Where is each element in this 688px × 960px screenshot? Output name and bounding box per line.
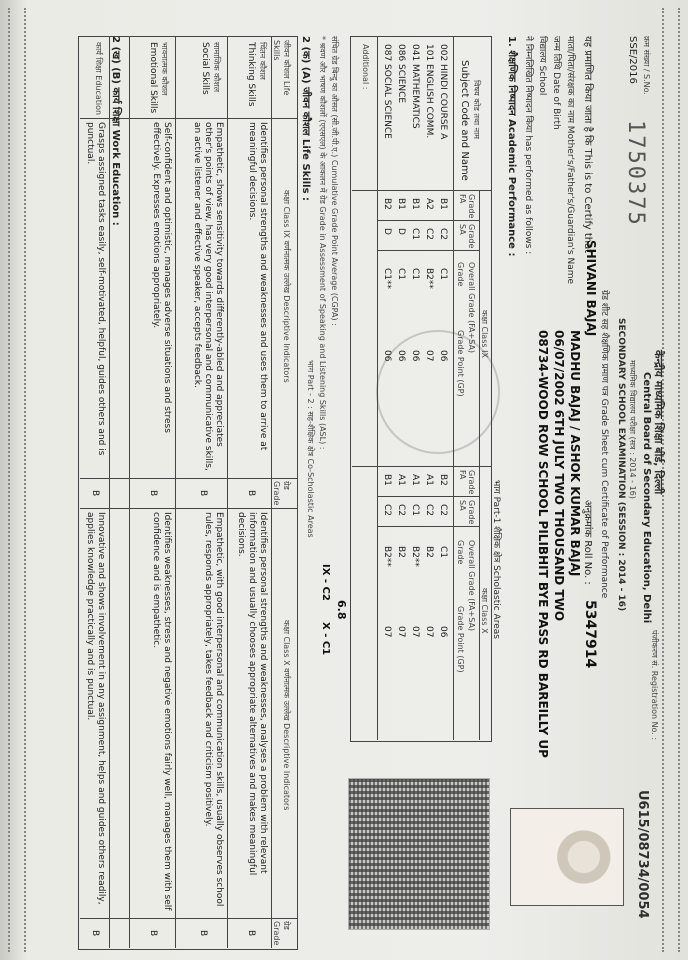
ix-fa-grade: B2 bbox=[382, 198, 392, 210]
x-grade-point: 07 bbox=[424, 626, 434, 638]
ix-fa-grade: A2 bbox=[424, 198, 434, 210]
x-fa-grade: B2 bbox=[438, 474, 448, 486]
work-education-ix-grade: B bbox=[90, 490, 100, 497]
class-x-descriptor: Identifies personal strengths and weaknesses, analyses a problem with relevant information and usually chooses appropriate alternatives and makes meaningful decisions. bbox=[236, 512, 268, 876]
school-label: विद्यालय School bbox=[537, 36, 547, 96]
x-grade-point: 07 bbox=[410, 626, 420, 638]
class-x-grade-header: ग्रेड Grade bbox=[272, 921, 291, 946]
asl-class-ix: IX - C2 bbox=[320, 564, 331, 601]
bottom-decorative-border bbox=[8, 8, 26, 952]
subject-name: 101 ENGLISH COMM. bbox=[424, 44, 434, 139]
ix-sa-grade: C1 bbox=[410, 228, 420, 241]
x-grade-header: Grade bbox=[456, 540, 465, 565]
x-overall-grade: B2 bbox=[396, 546, 406, 558]
work-education-x-grade: B bbox=[90, 930, 100, 937]
x-sa-grade: C2 bbox=[424, 504, 434, 517]
subject-name: 041 MATHEMATICS bbox=[410, 44, 420, 129]
ix-grade-point: 07 bbox=[424, 350, 434, 362]
ix-grade-header: Grade bbox=[456, 262, 465, 287]
class-x-grade: B bbox=[148, 930, 158, 937]
life-skill-hindi: भावनात्मक कौशल bbox=[160, 42, 169, 96]
class-ix-descriptor: Self-confident and optimistic, manages adverse situations and stress effectively. Expresses emotions appropriately. bbox=[151, 122, 172, 433]
life-skill-header: जीवन कौशल Life Skills bbox=[272, 40, 291, 96]
class-x-indicator-header: कक्षा Class X वर्णनात्मक उल्लेख Descriptive Indicators bbox=[282, 620, 291, 811]
work-education-x-descriptor: Innovative and shows involvement in any assignment, helps and guides others readily, applies knowledge practically and is punctual. bbox=[85, 512, 106, 905]
life-skill-name: Social Skills bbox=[200, 42, 210, 95]
x-sa-grade: C2 bbox=[438, 504, 448, 517]
x-gp-header: Grade Point (GP) bbox=[456, 606, 465, 673]
class-ix-grade: B bbox=[246, 490, 256, 497]
ix-gp-header: Grade Point (GP) bbox=[456, 330, 465, 397]
academic-heading: 1. शैक्षणिक निष्पादन Academic Performance : bbox=[506, 36, 517, 257]
ix-grade-point: 06 bbox=[410, 350, 420, 362]
x-overall-grade: B2** bbox=[382, 546, 392, 567]
student-name: SHIVANI BAJAJ bbox=[584, 240, 598, 337]
subject-name: 086 SCIENCE bbox=[396, 44, 406, 104]
work-education-ix-descriptor: Grasps assigned tasks easily, self-motivated, helpful, guides others and is punctual. bbox=[85, 122, 106, 456]
roll-number: 5347914 bbox=[582, 600, 598, 669]
x-overall-grade: B2 bbox=[424, 546, 434, 558]
serial-label: क्रम संख्या / S.No. bbox=[642, 36, 651, 95]
scholastic-part-heading: भाग Part-1 शैक्षिक क्षेत्र Scholastic Areas bbox=[491, 480, 501, 639]
cgpa-label: संचित ग्रेड बिन्दु का औसत (सी.जी.पी.ए.) Cumulative Grade Point Average (CGPA) : bbox=[330, 36, 339, 326]
x-fa-grade: A1 bbox=[396, 474, 406, 486]
exam-name-hindi: माध्यमिक विद्यालय परीक्षा (सत्र : 2014 - 16) bbox=[628, 360, 637, 499]
ix-overall-grade: C1 bbox=[396, 268, 406, 281]
coscholastic-part-heading: भाग Part - 2 : सह-शैक्षिक क्षेत्र Co-Scholastic Areas bbox=[306, 360, 315, 538]
life-skill-hindi: सामाजिक कौशल bbox=[212, 42, 221, 93]
subject-name: 087 SOCIAL SCIENCE bbox=[382, 44, 392, 139]
x-fa-grade: A1 bbox=[410, 474, 420, 486]
school-name: 08734-WOOD ROW SCHOOL PILIBHIT BYE PASS RD BAREILLY UP bbox=[536, 330, 550, 758]
ix-sa-grade: C2 bbox=[424, 228, 434, 241]
life-skill-name: Emotional Skills bbox=[148, 42, 158, 114]
dob-label: जन्म तिथि Date of Birth bbox=[551, 36, 561, 130]
class-x-grade: B bbox=[198, 930, 208, 937]
x-fa-grade: B1 bbox=[382, 474, 392, 486]
life-skill-name: Thinking Skills bbox=[246, 42, 256, 107]
class-ix-label: कक्षा Class IX bbox=[480, 310, 489, 358]
board-name-english: Central Board of Secondary Education, Delhi bbox=[641, 372, 652, 624]
class-ix-indicator-header: कक्षा Class IX वर्णनात्मक उल्लेख Descriptive Indicators bbox=[282, 190, 291, 383]
academic-table bbox=[350, 36, 492, 742]
parents-names: MADHU BAJAJ / ASHOK KUMAR BAJAJ bbox=[568, 330, 582, 577]
x-overall-grade: C1 bbox=[438, 546, 448, 559]
x-overall-grade: B2** bbox=[410, 546, 420, 567]
asl-label: * श्रवण और भाषण कौशलों (एएसएल) के आकलन में ग्रेड Grade in Assessment of Speaking and Listening Skills (ASL) : bbox=[318, 36, 327, 450]
life-skill-hindi: चिंतन कौशल bbox=[258, 42, 267, 80]
ix-grade-point: 06 bbox=[438, 350, 448, 362]
qr-code bbox=[348, 778, 490, 930]
x-grade-sa-header: Grade SA bbox=[458, 500, 476, 525]
ix-fa-grade: B1 bbox=[438, 198, 448, 210]
class-x-descriptor: Empathetic, with good interpersonal and communication skills, usually observes school rules, responds appropriately, takes feedback and criticism positively. bbox=[203, 512, 224, 907]
x-grade-point: 06 bbox=[438, 626, 448, 638]
work-education-label: कार्य शिक्षा Education bbox=[94, 42, 103, 116]
subject-header-hindi: विषय कोड तथा नाम bbox=[472, 80, 481, 139]
ix-overall-header: Overall Grade (FA+SA) bbox=[467, 262, 476, 354]
subject-name: 002 HINDI COURSE A bbox=[438, 44, 448, 140]
date-of-birth: 06/07/2002 6TH JULY TWO THOUSAND TWO bbox=[552, 330, 566, 622]
class-ix-grade: B bbox=[148, 490, 158, 497]
board-name-hindi: केन्द्रीय माध्यमिक शिक्षा बोर्ड, दिल्ली bbox=[652, 350, 665, 495]
serial-number: SSE/2016 bbox=[627, 36, 638, 84]
additional-label: Additional : bbox=[361, 44, 370, 90]
class-x-label: कक्षा Class X bbox=[480, 588, 489, 634]
ix-sa-grade: D bbox=[396, 228, 406, 235]
asl-class-x: X - C1 bbox=[320, 622, 331, 656]
certify-label: यह प्रमाणित किया जाता है कि This is to Certify that bbox=[582, 36, 593, 254]
student-photo bbox=[510, 808, 624, 906]
certificate-title: ग्रेड शीट सह शैक्षणिक प्रमाण पत्र Grade Sheet cum Certificate of Performance bbox=[599, 290, 609, 599]
x-sa-grade: C2 bbox=[382, 504, 392, 517]
x-sa-grade: C1 bbox=[410, 504, 420, 517]
ix-fa-grade: B1 bbox=[396, 198, 406, 210]
serial-stamp: 1750375 bbox=[623, 120, 648, 227]
cgpa-value: 6.8 bbox=[335, 600, 348, 620]
registration-number: U615/08734/0054 bbox=[635, 790, 650, 919]
ix-overall-grade: C1** bbox=[382, 268, 392, 290]
x-grade-point: 07 bbox=[396, 626, 406, 638]
life-skills-heading: 2 (क) (A) जीवन कौशल Life Skills : bbox=[300, 36, 311, 202]
performed-label: ने निम्नलिखित निष्पादन किया has performed as follows : bbox=[523, 36, 533, 255]
class-ix-descriptor: Identifies personal strengths and weaknesses and uses them to arrive at meaningful decisions. bbox=[247, 122, 268, 451]
class-x-grade: B bbox=[246, 930, 256, 937]
exam-name-english: SECONDARY SCHOOL EXAMINATION (SESSION : 2014 - 16) bbox=[616, 318, 626, 612]
ix-grade-point: 06 bbox=[396, 350, 406, 362]
ix-sa-grade: C2 bbox=[438, 228, 448, 241]
class-ix-grade: B bbox=[198, 490, 208, 497]
parents-label: माता/पिता/संरक्षक का नाम Mother's/Father's/Guardian's Name bbox=[565, 36, 575, 285]
x-fa-grade: A1 bbox=[424, 474, 434, 486]
x-sa-grade: C2 bbox=[396, 504, 406, 517]
ix-sa-grade: D bbox=[382, 228, 392, 235]
ix-grade-point: 06 bbox=[382, 350, 392, 362]
class-ix-grade-header: ग्रेड Grade bbox=[272, 481, 291, 506]
class-x-descriptor: Identifies weaknesses, stress and negative emotions fairly well, manages them with self confidence and is empathetic. bbox=[151, 512, 172, 911]
work-education-heading: 2 (ख) (B) कार्य शिक्षा Work Education : bbox=[110, 36, 121, 226]
x-overall-header: Overall Grade (FA+SA) bbox=[467, 540, 476, 632]
subject-header: Subject Code and Name bbox=[459, 60, 470, 181]
ix-grade-sa-header: Grade SA bbox=[458, 224, 476, 249]
ix-grade-fa-header: Grade FA bbox=[458, 194, 476, 219]
x-grade-point: 07 bbox=[382, 626, 392, 638]
x-grade-fa-header: Grade FA bbox=[458, 470, 476, 495]
ix-overall-grade: B2** bbox=[424, 268, 434, 289]
ix-overall-grade: C1 bbox=[410, 268, 420, 281]
ix-overall-grade: C1 bbox=[438, 268, 448, 281]
registration-label: पंजीकरण सं. Registration No. : bbox=[650, 630, 659, 741]
ix-fa-grade: B1 bbox=[410, 198, 420, 210]
roll-label: अनुक्रमांक Roll No. : bbox=[582, 500, 593, 585]
class-ix-descriptor: Empathetic, shows sensitivity towards differently-abled and appreciates other's points of view, has very good interpersonal and communicative skills, an active listener and effective speaker, accepts feedback. bbox=[192, 122, 224, 471]
